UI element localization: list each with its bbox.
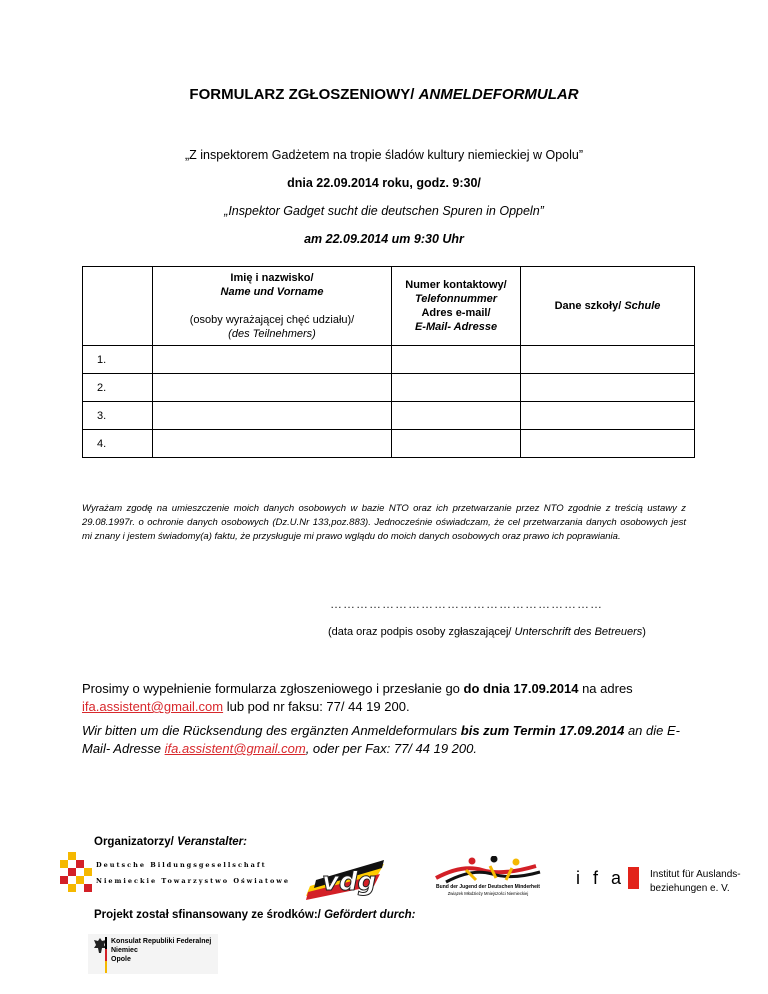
header-contact-de1: Telefonnummer — [414, 293, 498, 305]
registration-table — [82, 266, 695, 458]
name-cell[interactable] — [153, 402, 392, 430]
bjdm-logo-line2: Związek Młodzieży Mniejszości Niemieckiej — [447, 891, 529, 896]
dbg-logo-line2: Niemieckie Towarzystwo Oświatowe — [96, 877, 291, 885]
school-cell[interactable] — [521, 374, 695, 402]
header-school-cell — [521, 267, 695, 346]
table-row — [83, 402, 695, 430]
request-de — [82, 722, 702, 758]
table-row — [83, 430, 695, 458]
table-header-row — [83, 267, 695, 346]
event-title-de: „Inspektor Gadget sucht die deutschen Spuren in Oppeln” — [224, 204, 544, 218]
header-name-pl: Imię i nazwisko/ — [230, 272, 314, 284]
signature-label-close: ) — [642, 626, 646, 638]
request-pl-fax: lub pod nr faksu: 77/ 44 19 200. — [226, 699, 410, 714]
header-name-note-de: (des Teilnehmers) — [228, 328, 316, 340]
signature-label-pl: (data oraz podpis osoby zgłaszającej/ — [328, 626, 512, 638]
request-de-fax: , oder per Fax: 77/ 44 19 200. — [305, 741, 477, 756]
contact-cell[interactable] — [392, 402, 521, 430]
contact-cell[interactable] — [392, 374, 521, 402]
table-row — [83, 346, 695, 374]
header-contact-de2: E-Mail- Adresse — [414, 321, 498, 333]
email-link-pl[interactable]: ifa.assistent@gmail.com — [82, 699, 224, 714]
name-cell[interactable] — [153, 430, 392, 458]
vdg-logo-icon — [306, 860, 386, 900]
signature-label-de: Unterschrift des Betreuers — [514, 626, 643, 638]
request-pl-text: Prosimy o wypełnienie formularza zgłoszeniowego i przesłanie go — [82, 681, 460, 696]
vdg-logo-text: vdg — [322, 867, 377, 897]
ifa-logo-bar — [628, 867, 639, 889]
header-name-de: Name und Vorname — [220, 286, 324, 298]
header-contact-pl2: Adres e-mail/ — [421, 307, 491, 319]
konsulat-line2: Niemiec — [111, 947, 138, 954]
row-number: 3. — [83, 402, 153, 430]
german-flag-stripe — [105, 937, 107, 973]
school-cell[interactable] — [521, 346, 695, 374]
row-number: 4. — [83, 430, 153, 458]
table-row — [83, 374, 695, 402]
name-cell[interactable] — [153, 346, 392, 374]
row-number: 2. — [83, 374, 153, 402]
request-pl-text2: na adres — [582, 681, 633, 696]
request-pl — [82, 680, 702, 716]
konsulat-line1: Konsulat Republiki Federalnej — [111, 938, 212, 945]
name-cell[interactable] — [153, 374, 392, 402]
bjdm-logo-line1: Bund der Jugend der Deutschen Minderheit — [436, 884, 540, 890]
header-contact-cell — [392, 267, 521, 346]
event-date-de: am 22.09.2014 um 9:30 Uhr — [304, 232, 464, 246]
organizers-label-de: Veranstalter: — [177, 836, 247, 848]
ifa-logo-text — [650, 868, 741, 896]
email-link-de[interactable]: ifa.assistent@gmail.com — [164, 741, 306, 756]
organizers-label-pl: Organizatorzy/ — [94, 836, 174, 848]
request-pl-deadline: do dnia 17.09.2014 — [463, 681, 579, 696]
dbg-logo-icon — [60, 852, 92, 892]
request-de-text: Wir bitten um die Rücksendung des ergänzten Anmeldeformulars — [82, 723, 458, 738]
konsulat-line3: Opole — [111, 956, 131, 963]
signature-line: ……………………………………………………… — [330, 597, 603, 611]
contact-cell[interactable] — [392, 430, 521, 458]
event-date-pl: dnia 22.09.2014 roku, godz. 9:30/ — [287, 176, 481, 190]
konsulat-logo-text — [111, 937, 211, 964]
dbg-logo-line1: Deutsche Bildungsgesellschaft — [96, 861, 267, 869]
page-title: FORMULARZ ZGŁOSZENIOWY/ ANMELDEFORMULAR — [189, 86, 579, 103]
consent-clause: Wyrażam zgodę na umieszczenie moich danych osobowych w bazie NTO oraz ich przetwarzanie przez NTO zgodnie z treścią ustawy z 29.08.1997r. o ochronie danych osobowych (Dz.U.Nr 133,poz.883). Jednocześnie oświadczam, że cel przetwarzania danych osobowych jest mi znany i jestem świadomy(a) faktu, że przysługuje mi prawo wglądu do moich danych osobowych oraz prawo ich poprawiania. — [82, 503, 686, 542]
request-de-deadline: bis zum Termin 17.09.2014 — [460, 723, 625, 738]
bjdm-logo-icon — [432, 856, 544, 896]
row-number: 1. — [83, 346, 153, 374]
header-name-note-pl: (osoby wyrażającej chęć udziału)/ — [189, 314, 355, 326]
event-title-pl: „Z inspektorem Gadżetem na tropie śladów kultury niemieckiej w Opolu” — [184, 148, 584, 162]
school-cell[interactable] — [521, 430, 695, 458]
header-contact-pl1: Numer kontaktowy/ — [405, 279, 507, 291]
school-cell[interactable] — [521, 402, 695, 430]
header-name-cell — [153, 267, 392, 346]
funded-label — [94, 909, 415, 921]
contact-cell[interactable] — [392, 346, 521, 374]
ifa-line1: Institut für Auslands- — [650, 869, 741, 880]
funded-label-de: Gefördert durch: — [324, 909, 416, 921]
ifa-line2: beziehungen e. V. — [650, 883, 730, 894]
funded-label-pl: Projekt został sfinansowany ze środków:/ — [94, 909, 321, 921]
request-de-text2: an die E- Mail- Adresse — [82, 723, 680, 756]
ifa-logo-mark: i f a — [576, 868, 626, 888]
header-school-de: Schule — [624, 300, 661, 312]
organizers-label — [94, 836, 247, 848]
header-number-cell — [83, 267, 153, 346]
header-school-pl: Dane szkoły/ — [554, 300, 622, 312]
signature-label — [328, 626, 646, 638]
